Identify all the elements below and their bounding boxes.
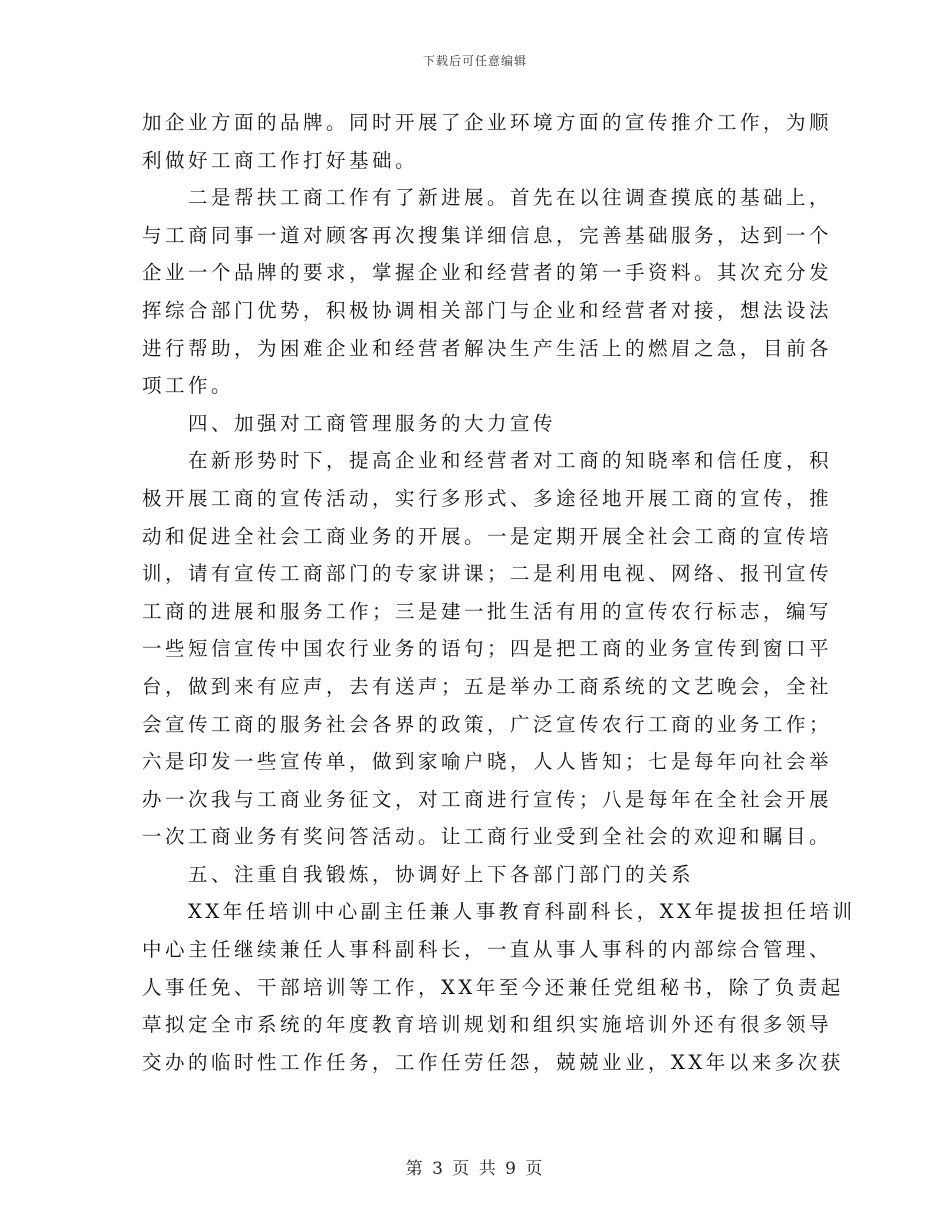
body-line: XX年任培训中心副主任兼人事教育科副科长，XX年提拔担任培训 bbox=[188, 900, 856, 924]
document-body bbox=[142, 104, 856, 1081]
body-line: 训，请有宣传工商部门的专家讲课；二是利用电视、网络、报刊宣传 bbox=[142, 562, 833, 586]
body-line: 与工商同事一道对顾客再次搜集详细信息，完善基础服务，达到一个 bbox=[142, 223, 833, 247]
body-line: 工商的进展和服务工作；三是建一批生活有用的宣传农行标志，编写 bbox=[142, 599, 833, 623]
body-line: 挥综合部门优势，积极协调相关部门与企业和经营者对接，想法设法 bbox=[142, 298, 833, 322]
body-line: 交办的临时性工作任务，工作任劳任怨，兢兢业业，XX年以来多次获 bbox=[142, 1050, 844, 1074]
body-line: 进行帮助，为困难企业和经营者解决生产生活上的燃眉之急，目前各 bbox=[142, 336, 833, 360]
page-header: 下载后可任意编辑 bbox=[422, 54, 527, 68]
body-line: 人事任免、干部培训等工作，XX年至今还兼任党组秘书，除了负责起 bbox=[142, 975, 844, 999]
body-line: 动和促进全社会工商业务的开展。一是定期开展全社会工商的宣传培 bbox=[142, 524, 833, 548]
body-line: 企业一个品牌的要求，掌握企业和经营者的第一手资料。其次充分发 bbox=[142, 261, 833, 285]
body-line: 中心主任继续兼任人事科副科长，一直从事人事科的内部综合管理、 bbox=[142, 938, 833, 962]
body-line: 一些短信宣传中国农行业务的语句；四是把工商的业务宣传到窗口平 bbox=[142, 637, 833, 661]
body-line: 办一次我与工商业务征文，对工商进行宣传；八是每年在全社会开展 bbox=[142, 787, 833, 811]
body-line: 二是帮扶工商工作有了新进展。首先在以往调查摸底的基础上， bbox=[188, 186, 833, 210]
body-line: 一次工商业务有奖问答活动。让工商行业受到全社会的欢迎和瞩目。 bbox=[142, 825, 833, 849]
body-line: 草拟定全市系统的年度教育培训规划和组织实施培训外还有很多领导 bbox=[142, 1013, 833, 1037]
body-line: 极开展工商的宣传活动，实行多形式、多途径地开展工商的宣传，推 bbox=[142, 486, 833, 510]
body-line: 利做好工商工作打好基础。 bbox=[142, 148, 419, 172]
body-line: 六是印发一些宣传单，做到家喻户晓，人人皆知；七是每年向社会举 bbox=[142, 750, 833, 774]
body-line: 台，做到来有应声，去有送声；五是举办工商系统的文艺晚会，全社 bbox=[142, 674, 833, 698]
body-line: 加企业方面的品牌。同时开展了企业环境方面的宣传推介工作，为顺 bbox=[142, 111, 833, 134]
section-heading: 四、加强对工商管理服务的大力宣传 bbox=[188, 411, 557, 435]
body-line: 会宣传工商的服务社会各界的政策，广泛宣传农行工商的业务工作； bbox=[142, 712, 833, 736]
body-line: 在新形势时下，提高企业和经营者对工商的知晓率和信任度，积 bbox=[188, 449, 833, 473]
page-footer: 第 3 页 共 9 页 bbox=[405, 1159, 545, 1179]
body-line: 项工作。 bbox=[142, 374, 235, 398]
section-heading: 五、注重自我锻炼，协调好上下各部门部门的关系 bbox=[188, 862, 695, 886]
